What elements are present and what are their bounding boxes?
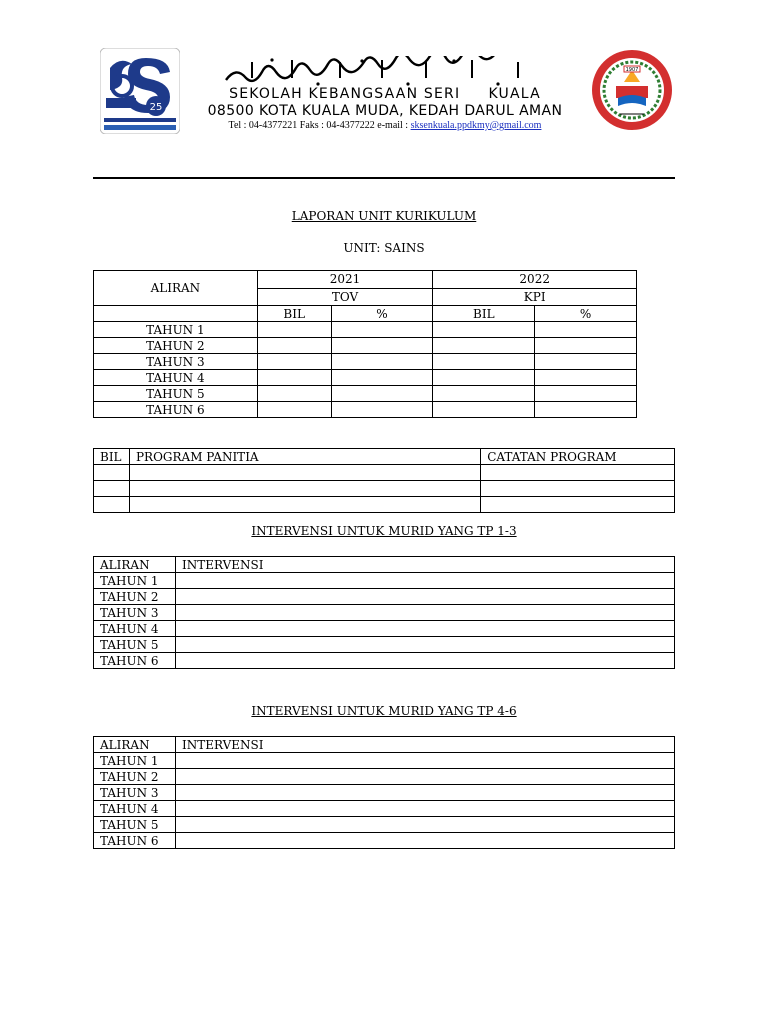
bil-header: BIL — [94, 449, 130, 465]
table-row — [94, 589, 675, 605]
input-cell[interactable] — [535, 370, 637, 386]
program-header: PROGRAM PANITIA — [129, 449, 480, 465]
school-address: 08500 KOTA KUALA MUDA, KEDAH DARUL AMAN — [207, 103, 563, 119]
row-label: TAHUN 1 — [94, 753, 176, 769]
input-cell[interactable] — [94, 497, 130, 513]
input-cell[interactable] — [535, 322, 637, 338]
table-row — [94, 637, 675, 653]
row-label: TAHUN 4 — [94, 801, 176, 817]
performance-table — [93, 270, 637, 418]
table-row — [94, 817, 675, 833]
tov-header: TOV — [257, 288, 433, 306]
input-cell[interactable] — [94, 481, 130, 497]
intervensi-header: INTERVENSI — [175, 557, 674, 573]
input-cell[interactable] — [535, 402, 637, 418]
input-cell[interactable] — [535, 354, 637, 370]
input-cell[interactable] — [175, 753, 674, 769]
aliran-header: ALIRAN — [94, 737, 176, 753]
table-row — [94, 322, 637, 338]
kpi-header: KPI — [433, 288, 637, 306]
input-cell[interactable] — [433, 338, 535, 354]
header-divider — [93, 177, 675, 179]
input-cell[interactable] — [175, 589, 674, 605]
school-transformation-logo — [100, 48, 180, 134]
input-cell[interactable] — [433, 402, 535, 418]
input-cell[interactable] — [175, 637, 674, 653]
input-cell[interactable] — [433, 370, 535, 386]
row-label: TAHUN 3 — [94, 354, 258, 370]
crest-year: 1907 — [625, 67, 639, 73]
input-cell[interactable] — [129, 497, 480, 513]
year-2021-header: 2021 — [257, 271, 433, 289]
row-label: TAHUN 1 — [94, 573, 176, 589]
row-label: TAHUN 3 — [94, 605, 176, 621]
table-row — [94, 402, 637, 418]
logo-number: 25 — [149, 102, 163, 113]
input-cell[interactable] — [481, 481, 675, 497]
aliran-header: ALIRAN — [94, 557, 176, 573]
table-row — [94, 338, 637, 354]
row-label: TAHUN 6 — [94, 833, 176, 849]
input-cell[interactable] — [257, 370, 331, 386]
school-contact — [200, 120, 570, 131]
input-cell[interactable] — [535, 386, 637, 402]
input-cell[interactable] — [175, 573, 674, 589]
row-label: TAHUN 2 — [94, 769, 176, 785]
input-cell[interactable] — [535, 338, 637, 354]
table-row — [94, 497, 675, 513]
catatan-header: CATATAN PROGRAM — [481, 449, 675, 465]
input-cell[interactable] — [331, 370, 433, 386]
input-cell[interactable] — [433, 322, 535, 338]
input-cell[interactable] — [94, 465, 130, 481]
input-cell[interactable] — [129, 465, 480, 481]
email-link[interactable]: sksenkuala.ppdkmy@gmail.com — [410, 120, 542, 131]
blank-cell — [94, 306, 258, 322]
input-cell[interactable] — [433, 386, 535, 402]
input-cell[interactable] — [175, 833, 674, 849]
table-row — [94, 801, 675, 817]
bil-header: BIL — [257, 306, 331, 322]
input-cell[interactable] — [257, 402, 331, 418]
row-label: TAHUN 2 — [94, 589, 176, 605]
contact-phones: Tel : 04-4377221 Faks : 04-4377222 e-mail : — [228, 120, 411, 131]
row-label: TAHUN 5 — [94, 386, 258, 402]
program-table — [93, 448, 675, 513]
input-cell[interactable] — [331, 386, 433, 402]
pct-header: % — [331, 306, 433, 322]
report-title: LAPORAN UNIT KURIKULUM — [291, 209, 477, 223]
table-row — [94, 653, 675, 669]
table-row — [94, 833, 675, 849]
row-label: TAHUN 1 — [94, 322, 258, 338]
year-2022-header: 2022 — [433, 271, 637, 289]
school-crest-logo — [590, 42, 674, 138]
table-row — [94, 769, 675, 785]
row-label: TAHUN 5 — [94, 637, 176, 653]
input-cell[interactable] — [175, 621, 674, 637]
input-cell[interactable] — [129, 481, 480, 497]
pct-header: % — [535, 306, 637, 322]
section-title-tp4-6: INTERVENSI UNTUK MURID YANG TP 4-6 — [251, 704, 517, 718]
row-label: TAHUN 6 — [94, 653, 176, 669]
table-row — [94, 354, 637, 370]
input-cell[interactable] — [175, 769, 674, 785]
table-row — [94, 605, 675, 621]
input-cell[interactable] — [257, 322, 331, 338]
row-label: TAHUN 3 — [94, 785, 176, 801]
intervention-table-tp4-6 — [93, 736, 675, 849]
table-row — [94, 753, 675, 769]
input-cell[interactable] — [175, 605, 674, 621]
table-row — [94, 370, 637, 386]
row-label: TAHUN 4 — [94, 370, 258, 386]
input-cell[interactable] — [257, 338, 331, 354]
school-name: SEKOLAH KEBANGSAAN SERI KUALA — [229, 86, 541, 102]
intervention-table-tp1-3 — [93, 556, 675, 669]
input-cell[interactable] — [175, 653, 674, 669]
table-row — [94, 481, 675, 497]
input-cell[interactable] — [481, 497, 675, 513]
row-label: TAHUN 5 — [94, 817, 176, 833]
input-cell[interactable] — [175, 817, 674, 833]
bil-header: BIL — [433, 306, 535, 322]
section-title-tp1-3: INTERVENSI UNTUK MURID YANG TP 1-3 — [251, 524, 517, 538]
input-cell[interactable] — [175, 785, 674, 801]
row-label: TAHUN 2 — [94, 338, 258, 354]
aliran-header: ALIRAN — [94, 271, 258, 306]
table-row — [94, 465, 675, 481]
input-cell[interactable] — [331, 322, 433, 338]
input-cell[interactable] — [331, 354, 433, 370]
row-label: TAHUN 4 — [94, 621, 176, 637]
intervensi-header: INTERVENSI — [175, 737, 674, 753]
jawi-calligraphy-school-name — [222, 56, 548, 88]
input-cell[interactable] — [257, 386, 331, 402]
table-row — [94, 785, 675, 801]
table-row — [94, 573, 675, 589]
input-cell[interactable] — [257, 354, 331, 370]
unit-title: UNIT: SAINS — [343, 241, 425, 255]
table-row — [94, 621, 675, 637]
row-label: TAHUN 6 — [94, 402, 258, 418]
input-cell[interactable] — [331, 402, 433, 418]
input-cell[interactable] — [331, 338, 433, 354]
input-cell[interactable] — [433, 354, 535, 370]
table-row — [94, 386, 637, 402]
input-cell[interactable] — [175, 801, 674, 817]
input-cell[interactable] — [481, 465, 675, 481]
